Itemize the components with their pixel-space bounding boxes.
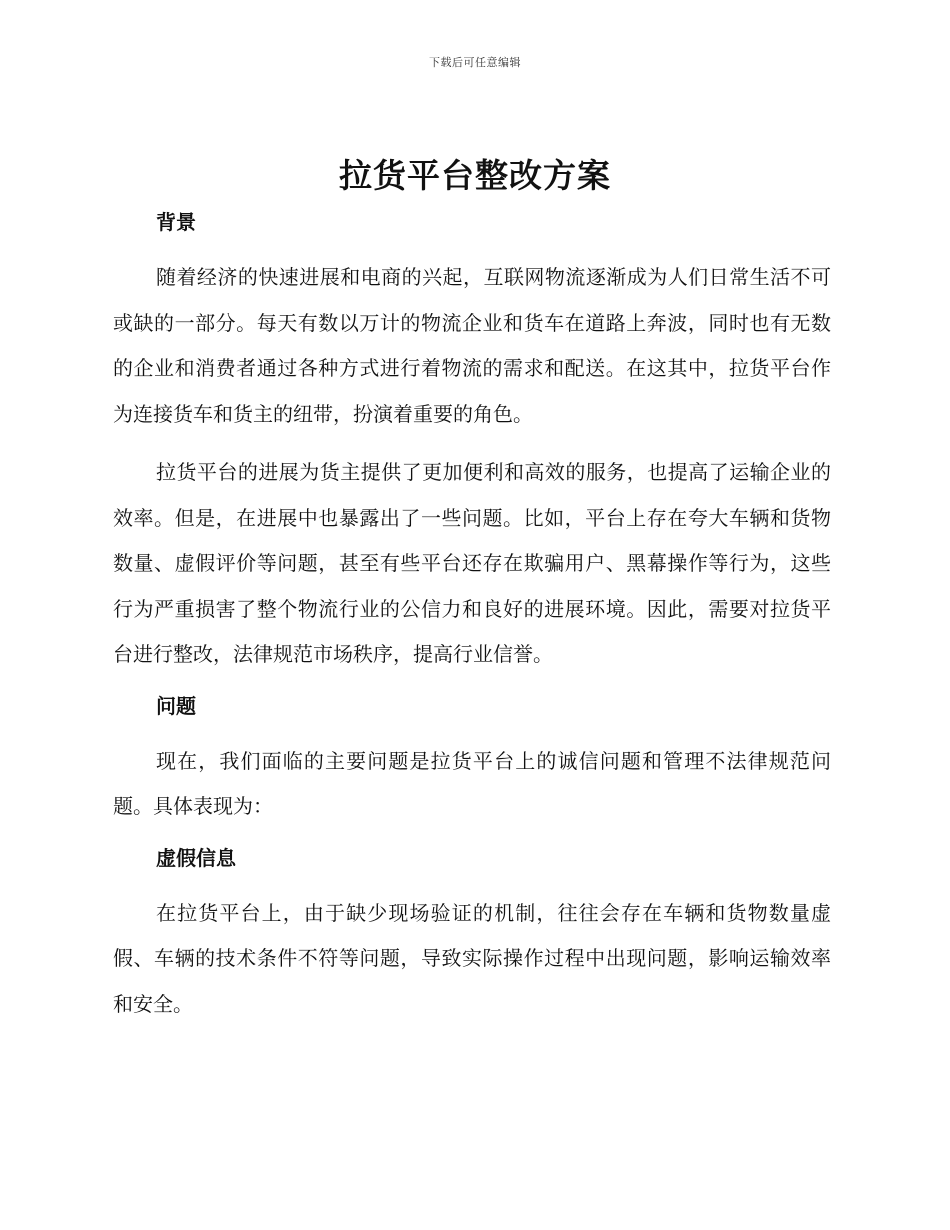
spacer bbox=[113, 678, 831, 688]
section-heading-false-info: 虚假信息 bbox=[156, 845, 236, 870]
paragraph-background-2: 拉货平台的进展为货主提供了更加便利和高效的服务，也提高了运输企业的效率。但是，在进展中也暴露出了一些问题。比如，平台上存在夸大车辆和货物数量、虚假评价等问题，甚至有些平台还存在欺骗用户、黑幕操作等行为，这些行为严重损害了整个物流行业的公信力和良好的进展环境。因此，需要对拉货平台进行整改，法律规范市场秩序，提高行业信誉。 bbox=[113, 460, 831, 666]
spacer bbox=[113, 830, 831, 840]
spacer bbox=[113, 876, 831, 891]
section-heading-background: 背景 bbox=[156, 210, 196, 234]
header-note: 下载后可任意编辑 bbox=[429, 56, 521, 69]
paragraph-problem-1: 现在，我们面临的主要问题是拉货平台上的诚信问题和管理不法律规范问题。具体表现为： bbox=[113, 748, 831, 818]
spacer bbox=[113, 240, 831, 255]
paragraph-background-1: 随着经济的快速进展和电商的兴起，互联网物流逐渐成为人们日常生活不可或缺的一部分。每天有数以万计的物流企业和货车在道路上奔波，同时也有无数的企业和消费者通过各种方式进行着物流的需求和配送。在这其中，拉货平台作为连接货车和货主的纽带，扮演着重要的角色。 bbox=[113, 265, 831, 426]
spacer bbox=[113, 724, 831, 739]
document-body bbox=[113, 204, 831, 1027]
document-title: 拉货平台整改方案 bbox=[339, 156, 611, 195]
spacer bbox=[113, 437, 831, 450]
section-heading-problem: 问题 bbox=[156, 693, 196, 718]
paragraph-false-info-1: 在拉货平台上，由于缺少现场验证的机制，往往会存在车辆和货物数量虚假、车辆的技术条件不符等问题，导致实际操作过程中出现问题，影响运输效率和安全。 bbox=[113, 900, 831, 1016]
